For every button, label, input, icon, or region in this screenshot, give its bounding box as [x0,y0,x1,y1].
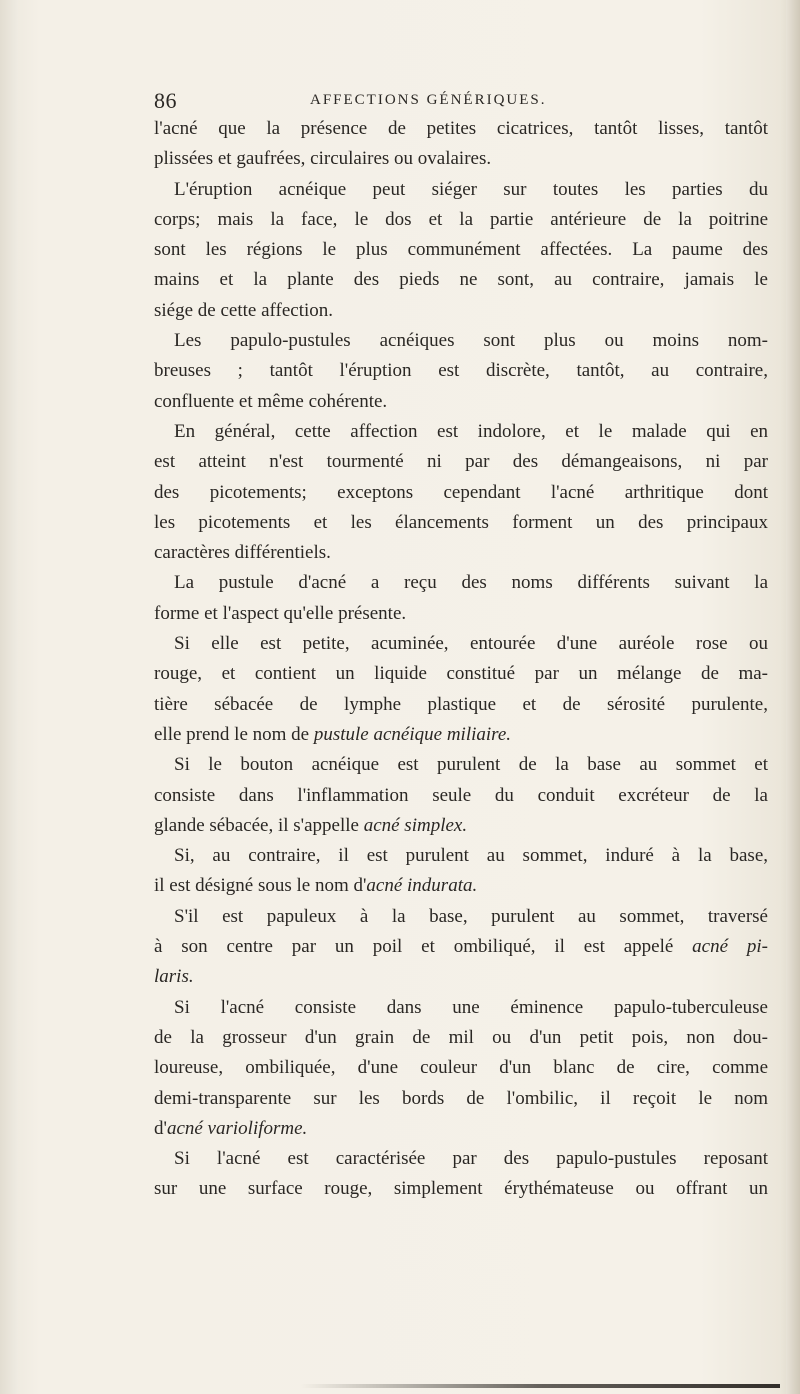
text-line: breuses ; tantôt l'éruption est discrète, tantôt, au contraire, [154,360,768,382]
text-line: Si, au contraire, il est purulent au sommet, induré à la base, [174,845,768,867]
text-line: forme et l'aspect qu'elle présente. [154,602,407,624]
text-line: plissées et gaufrées, circulaires ou ovalaires. [154,148,492,170]
body-text [154,114,768,1205]
italic-term: acné pi- [692,936,768,958]
text-line: est atteint n'est tourmenté ni par des démangeaisons, ni par [154,451,768,473]
text-line: siége de cette affection. [154,299,333,321]
text-line: En général, cette affection est indolore, et le malade qui en [174,420,768,442]
text-line: La pustule d'acné a reçu des noms différents suivant la [174,572,768,594]
text-line: demi-transparente sur les bords de l'ombilic, il reçoit le nom [154,1087,768,1109]
text-line: elle prend le nom de pustule acnéique miliaire. [154,723,512,745]
text-line: à son centre par un poil et ombiliqué, il est appelé acné pi- [154,936,768,958]
text-line: caractères différentiels. [154,542,331,564]
text-line: Si le bouton acnéique est purulent de la base au sommet et [174,754,768,776]
text-line: Si l'acné consiste dans une éminence papulo-tuberculeuse [174,996,768,1018]
text-line: Les papulo-pustules acnéiques sont plus ou moins nom- [174,330,768,352]
text-line: S'il est papuleux à la base, purulent au sommet, traversé [174,905,768,927]
italic-term: pustule acnéique miliaire. [313,723,512,745]
text-line [154,962,768,992]
text-line: L'éruption acnéique peut siéger sur toutes les parties du [174,178,768,200]
text-line: des picotements; exceptons cependant l'acné arthritique dont [154,481,768,503]
page-gutter [0,0,18,1394]
text-line: rouge, et contient un liquide constitué par un mélange de ma- [154,663,768,685]
text-line: les picotements et les élancements forment un des principaux [154,511,768,533]
running-head: AFFECTIONS GÉNÉRIQUES. [310,92,547,108]
text-line: confluente et même cohérente. [154,390,388,412]
italic-term: laris. [154,966,194,988]
page-number: 86 [154,88,177,113]
page-edge [786,0,800,1394]
italic-term: acné indurata. [366,875,478,897]
italic-term: acné varioliforme. [166,1117,308,1139]
italic-term: acné simplex. [363,814,468,836]
text-line: consiste dans l'inflammation seule du conduit excréteur de la [154,784,768,806]
text-line: glande sébacée, il s'appelle acné simplex. [154,814,468,836]
text-line: d'acné varioliforme. [154,1117,308,1139]
text-line: de la grosseur d'un grain de mil ou d'un petit pois, non dou- [154,1026,768,1048]
text-line: sur une surface rouge, simplement érythémateuse ou offrant un [154,1178,768,1200]
text-line: sont les régions le plus communément affectées. La paume des [154,239,768,261]
text-line: loureuse, ombiliquée, d'une couleur d'un blanc de cire, comme [154,1057,768,1079]
text-line: mains et la plante des pieds ne sont, au contraire, jamais le [154,269,768,291]
text-line: Si elle est petite, acuminée, entourée d'une auréole rose ou [174,633,768,655]
text-line: il est désigné sous le nom d'acné indurata. [154,875,478,897]
text-line: l'acné que la présence de petites cicatrices, tantôt lisses, tantôt [154,118,768,139]
page-bottom-shadow [300,1384,780,1388]
text-line: tière sébacée de lymphe plastique et de sérosité purulente, [154,693,768,715]
text-line: Si l'acné est caractérisée par des papulo-pustules reposant [174,1148,768,1170]
text-line: corps; mais la face, le dos et la partie antérieure de la poitrine [154,208,768,230]
